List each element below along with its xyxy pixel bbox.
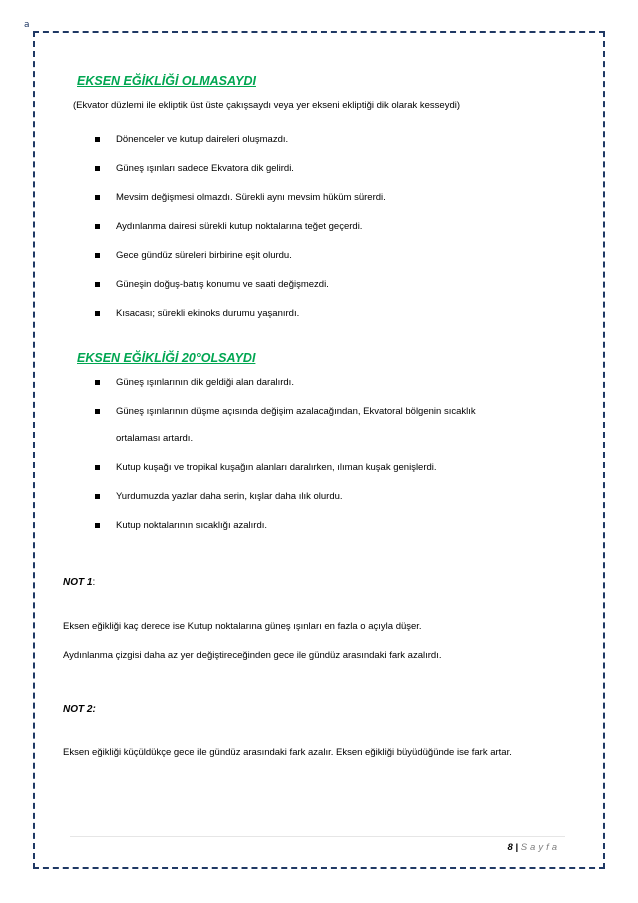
section-subtitle: (Ekvator düzlemi ile ekliptik üst üste çakışsaydı veya yer ekseni ekliptiği dik olarak kesseydi) [73,100,461,111]
footer-page-word: Sayfa [520,842,560,853]
list-item: Güneşin doğuş-batış konumu ve saati değişmezdi. [95,279,565,291]
list-item: Güneş ışınlarının düşme açısında değişim azalacağından, Ekvatoral bölgenin sıcaklık ortalaması artardı. [95,406,565,445]
list-item: Kısacası; sürekli ekinoks durumu yaşanırdı. [95,308,565,320]
square-bullet-icon [95,523,100,528]
bullet-list-20-degrees [95,377,565,549]
note-1-line-2: Aydınlanma çizgisi daha az yer değiştireceğinden gece ile gündüz arasındaki fark azalırdı. [63,650,442,661]
note-2-label: NOT 2: [63,704,96,715]
square-bullet-icon [95,494,100,499]
note-1-label: NOT 1: [63,577,96,588]
square-bullet-icon [95,253,100,258]
square-bullet-icon [95,465,100,470]
square-bullet-icon [95,224,100,229]
list-item: Aydınlanma dairesi sürekli kutup noktalarına teğet geçerdi. [95,221,565,233]
section-heading-20-degrees: EKSEN EĞİKLİĞİ 20°OLSAYDI [77,351,256,365]
square-bullet-icon [95,166,100,171]
footer-divider [70,836,565,837]
square-bullet-icon [95,311,100,316]
square-bullet-icon [95,137,100,142]
page-footer [507,842,560,853]
list-item: Gece gündüz süreleri birbirine eşit olurdu. [95,250,565,262]
list-item: Yurdumuzda yazlar daha serin, kışlar daha ılık olurdu. [95,491,565,503]
section-heading-no-tilt: EKSEN EĞİKLİĞİ OLMASAYDI [77,74,256,88]
list-item-continuation: ortalaması artardı. [116,433,194,444]
list-item: Mevsim değişmesi olmazdı. Sürekli aynı mevsim hüküm sürerdi. [95,192,565,204]
list-item: Güneş ışınlarının dik geldiği alan daralırdı. [95,377,565,389]
list-item: Kutup kuşağı ve tropikal kuşağın alanları daralırken, ılıman kuşak genişlerdi. [95,462,565,474]
list-item: Güneş ışınları sadece Ekvatora dik gelirdi. [95,163,565,175]
square-bullet-icon [95,195,100,200]
note-1-line-1: Eksen eğikliği kaç derece ise Kutup noktalarına güneş ışınları en fazla o açıyla düşer. [63,621,422,632]
square-bullet-icon [95,380,100,385]
list-item: Dönenceler ve kutup daireleri oluşmazdı. [95,134,565,146]
bullet-list-no-tilt [95,134,565,337]
square-bullet-icon [95,409,100,414]
corner-mark: a [24,20,30,30]
page-number: 8 [507,842,513,853]
square-bullet-icon [95,282,100,287]
list-item: Kutup noktalarının sıcaklığı azalırdı. [95,520,565,532]
note-2-line-1: Eksen eğikliği küçüldükçe gece ile gündüz arasındaki fark azalır. Eksen eğikliği büyüdüğünde ise fark artar. [63,747,512,758]
footer-separator: | [515,842,519,853]
